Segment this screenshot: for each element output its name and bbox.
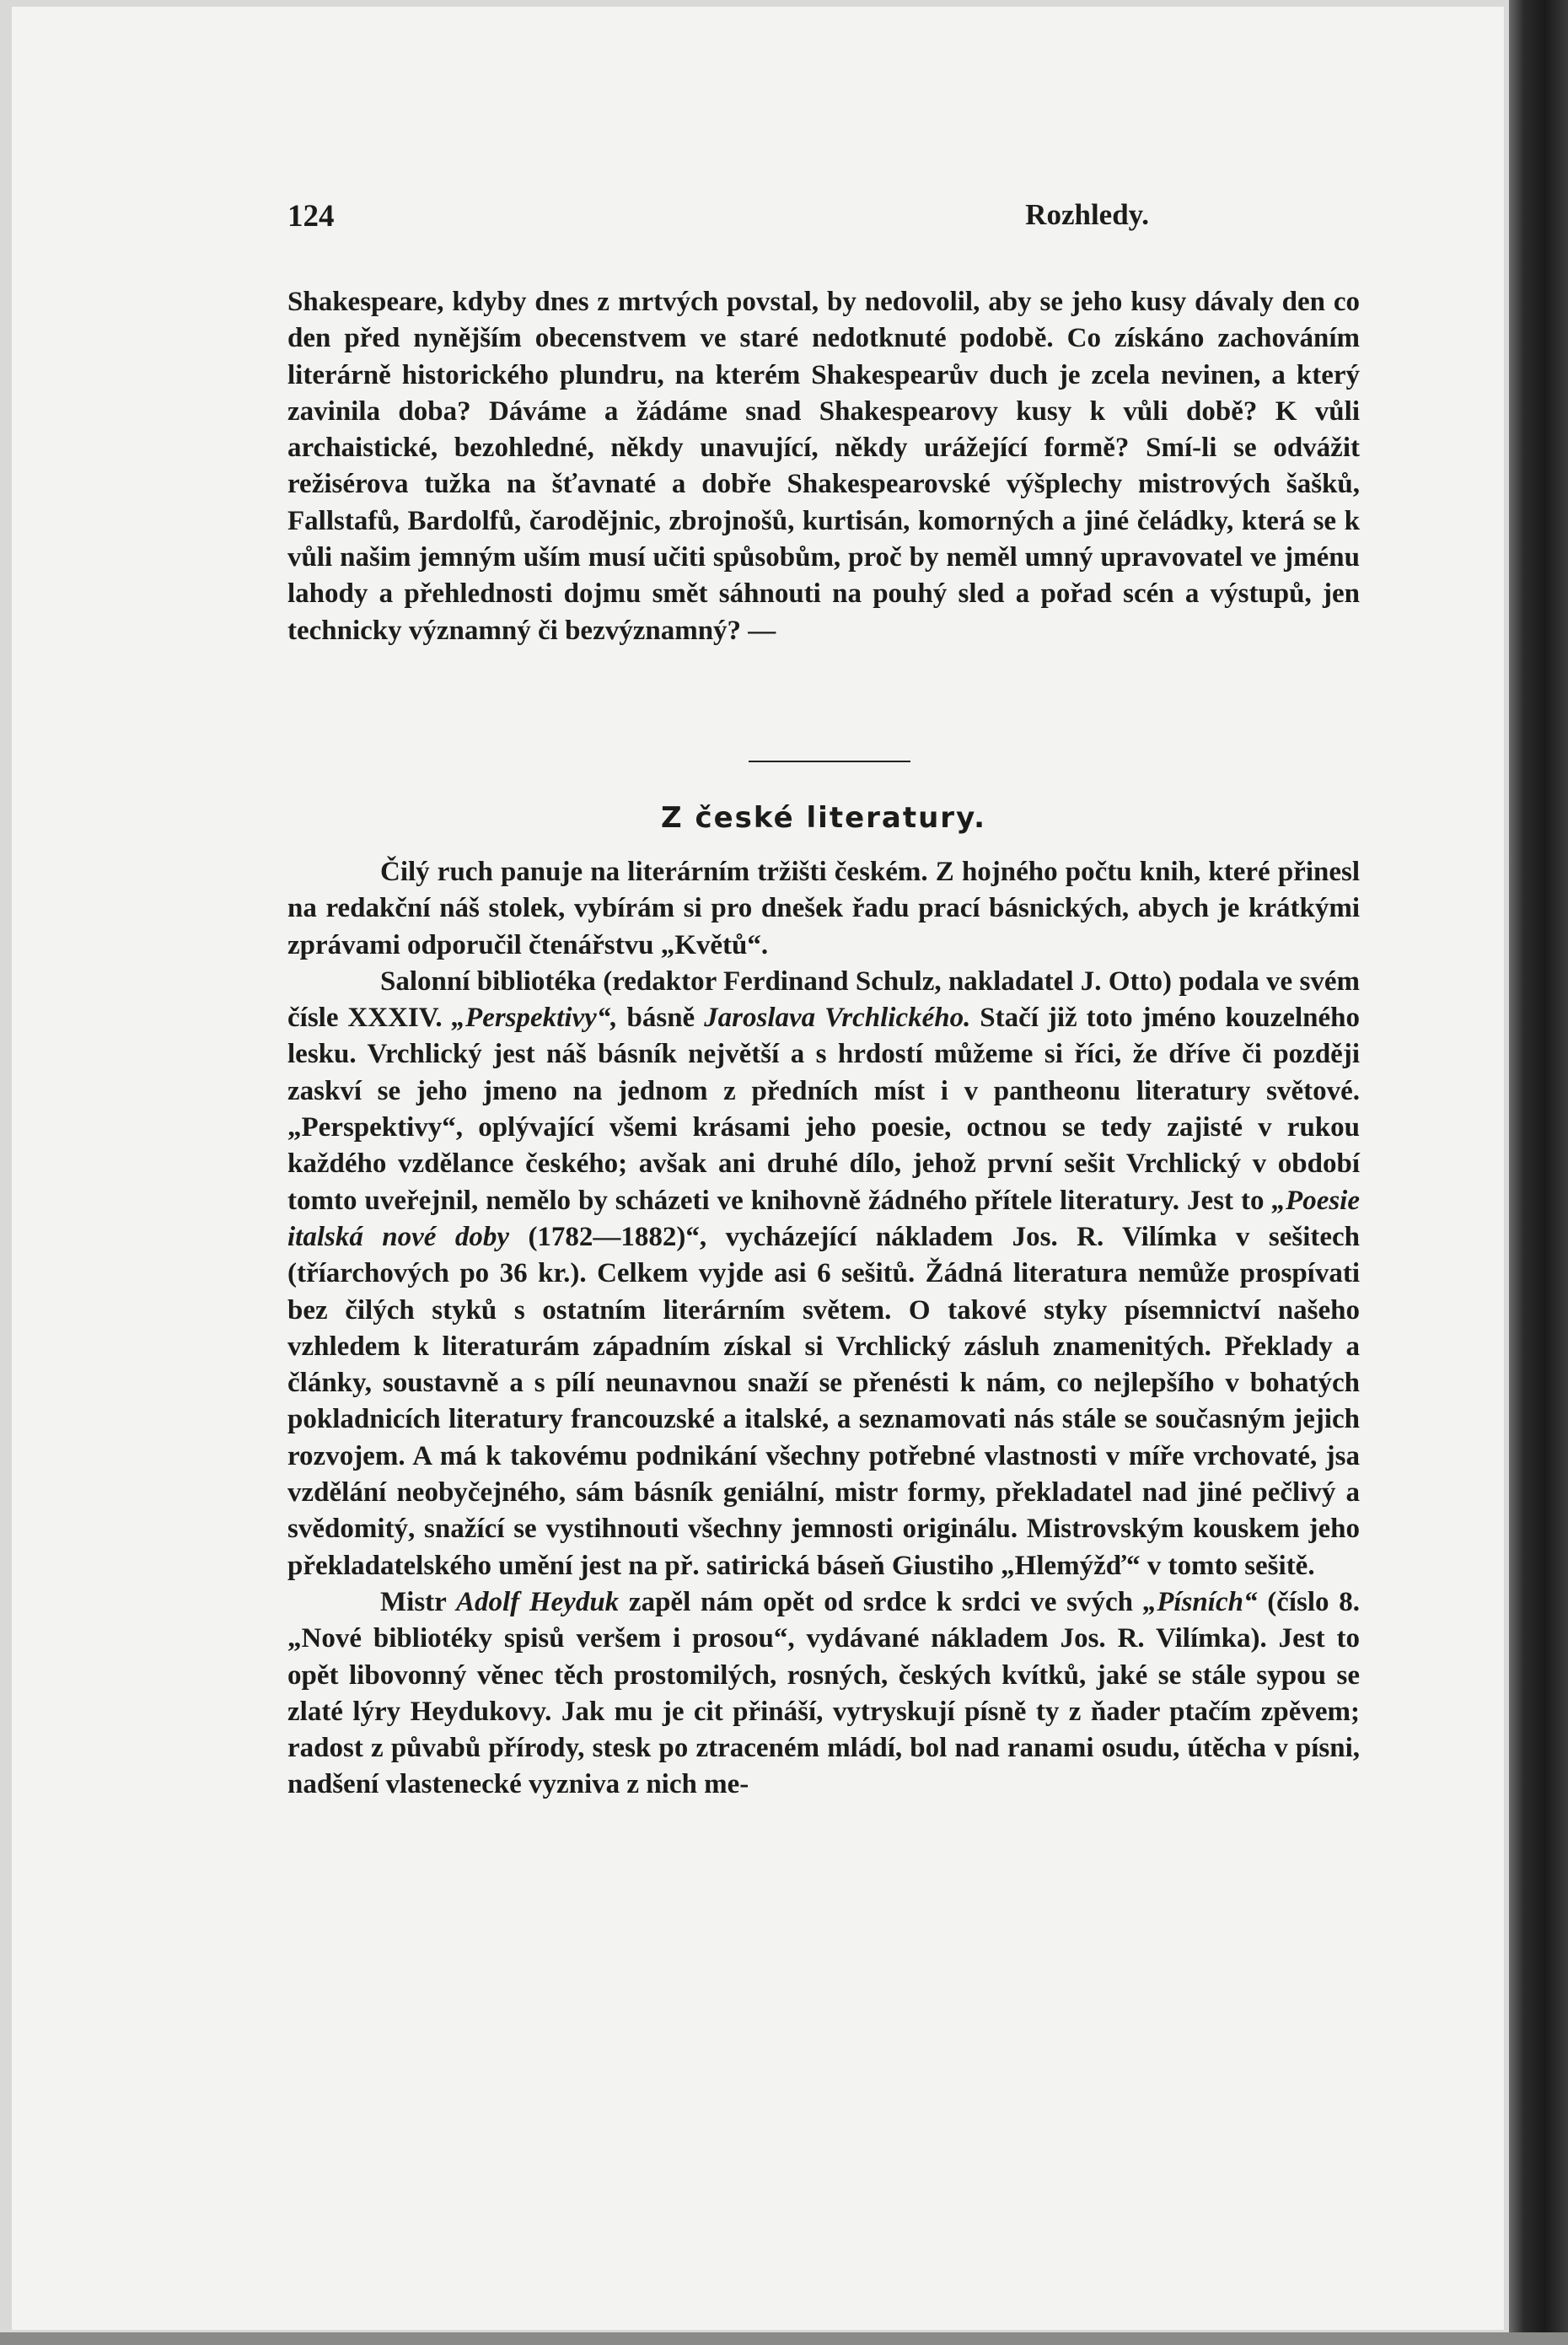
page-header — [287, 198, 1360, 249]
paragraph-3 — [287, 1584, 1360, 1804]
book-edge — [1509, 0, 1568, 2345]
p3-text-c: (číslo 8. „Nové bibliotéky spisů veršem i prosou“, vydávané nákladem Jos. R. Vilímka). Jest to opět libovonný věnec těch prostomilých, rosných, českých kvítků, jaké se stále sypou se zlaté lýry Heydukovy. Jak mu je cit přináší, vytryskují písně ty z ňader ptačím zpěvem; radost z půvabů přírody, stesk po ztraceném mládí, bol nad ranami osudu, útěcha v písni, nadšení vlastenecké vyzniva z nich me- — [287, 1586, 1361, 1800]
running-head: Rozhledy. — [1025, 198, 1149, 231]
p3-text-a: Mistr — [380, 1586, 456, 1617]
p2-title-poesie: „Poesie italská nové doby — [287, 1185, 1360, 1252]
p2-text-a: Salonní bibliotéka (redaktor Ferdinand Schulz, nakladatel J. Otto) podala ve svém čísle XXXIV. — [287, 965, 1360, 1034]
section-divider — [749, 761, 910, 762]
section-text — [287, 854, 1360, 1804]
p2-text-d: (1782—1882)“, vycházející nákladem Jos. R. Vilímka v sešitech (tříarchových po 36 kr.). Celkem vyjde asi 6 sešitů. Žádná literatura nemůže prospívati bez čilých styků s ostatním literárním světem. O takové styky písemnictví našeho vzhledem k literaturám západním získal si Vrchlický zásluh znamenitých. Překlady a články, soustavně a s pílí neunavnou snaží se přenésti k nám, co nejlepšího v bohatých pokladnicích literatury francouzské a italské, a seznamovati nás stále se současným jejich rozvojem. A má k takovému podnikání všechny potřebné vlastnosti v míře vrchovaté, jsa vzdělání neobyčejného, sám básník geniální, mistr formy, překladatel nad jiné pečlivý a svědomitý, snažící se vystihnouti všechny jemnosti originálu. Mistrovským kouskem jeho překladatelského umění jest na př. satirická báseň Giustiho „Hlemýžď“ v tomto sešitě. — [287, 1221, 1360, 1581]
intro-text — [287, 284, 1360, 649]
p3-author-heyduk: Adolf Heyduk — [455, 1586, 620, 1617]
p3-title-pisnich: „Písních“ — [1142, 1586, 1258, 1617]
scan-bottom-edge — [0, 2332, 1568, 2345]
paragraph-2 — [287, 964, 1360, 1584]
intro-paragraph: Shakespeare, kdyby dnes z mrtvých povstal, by nedovolil, aby se jeho kusy dávaly den co den před nynějším obecenstvem ve staré nedotknuté podobě. Co získáno zachováním literárně historického plundru, na kterém Shakespearův duch je zcela nevinen, a který zavinila doba? Dáváme a žádáme snad Shakespearovy kusy k vůli době? K vůli archaistické, bezohledné, někdy unavující, někdy urážející formě? Smí-li se odvážit režisérova tužka na šťavnaté a dobře Shakespearovské výšplechy mistrových šašků, Fallstafů, Bardolfů, čarodějnic, zbrojnošů, kurtisán, komorných a jiné čeládky, která se k vůli našim jemným uším musí učiti spůsobům, proč by neměl umný upravovatel ve jménu lahody a přehlednosti dojmu smět sáhnouti na pouhý sled a pořad scén a výstupů, jen technicky významný či bezvýznamný? — — [287, 287, 1360, 646]
page-number: 124 — [287, 199, 335, 234]
paragraph-1: Čilý ruch panuje na literárním tržišti českém. Z hojného počtu knih, které přinesl na redakční náš stolek, vybírám si pro dnešek řadu prací básnických, abych je krátkými zprávami odporučil čtenářstvu „Květů“. — [287, 857, 1360, 960]
p3-text-b: zapěl nám opět od srdce k srdci ve svých — [619, 1586, 1143, 1617]
section-title: Z české literatury. — [660, 801, 987, 835]
p2-title-perspektivy: „Perspektivy“, — [451, 1003, 618, 1034]
p2-text-b: básně — [617, 1003, 705, 1034]
p2-text-c: Stačí již toto jméno kouzelného lesku. Vrchlický jest náš básník největší a s hrdostí můžeme si říci, že dříve či později zaskví se jeho jmeno na jednom z předních míst i v pantheonu literatury světové. „Perspektivy“, oplývající všemi krásami jeho poesie, octnou se tedy zajisté v rukou každého vzdělance českého; avšak ani druhé dílo, jehož první sešit Vrchlický v období tomto uveřejnil, nemělo by scházeti ve knihovně žádného přítele literatury. Jest to — [287, 1003, 1360, 1216]
p2-author-vrchlicky: Jaroslava Vrchlického. — [704, 1003, 971, 1034]
